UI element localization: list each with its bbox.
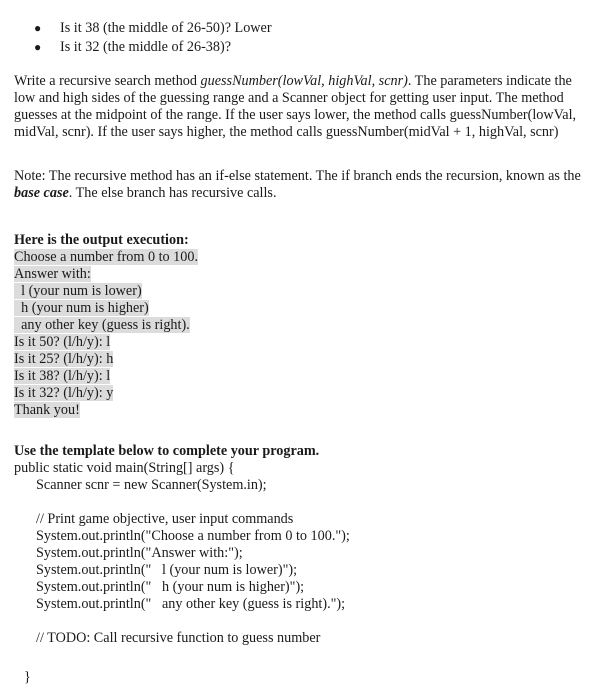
main-signature: public static void main(String[] args) {: [14, 460, 235, 476]
template-heading: Use the template below to complete your program.: [14, 443, 320, 459]
closing-brace: }: [24, 669, 31, 685]
output-line: Answer with:: [14, 266, 91, 282]
output-line: Choose a number from 0 to 100.: [14, 249, 199, 265]
output-line: any other key (guess is right).: [14, 317, 190, 333]
bullet-item: [0, 19, 603, 38]
output-line: Is it 32? (l/h/y): y: [14, 385, 114, 401]
description-part1: Write a recursive search method: [14, 73, 201, 89]
output-line: l (your num is lower): [14, 283, 142, 299]
note-paragraph: [14, 168, 594, 202]
description-part2: . The parameters indicate the low and high sides of the guessing range and a Scanner object for getting user input. The method guesses at the midpoint of the range. If the user says lower, the method calls guessNumber(lowVal, midVal, scnr). If the user says higher, the method calls guessNumber(midVal + 1, highVal, scnr): [14, 73, 577, 140]
todo-comment: // TODO: Call recursive function to guess number: [36, 630, 321, 646]
base-case-term: base case: [14, 185, 69, 201]
method-signature: guessNumber(lowVal, highVal, scnr): [200, 73, 408, 89]
template-section: [14, 443, 594, 647]
code-line: System.out.println(" any other key (guess is right).");: [36, 596, 346, 612]
output-line: Is it 50? (l/h/y): l: [14, 334, 111, 350]
scanner-line: Scanner scnr = new Scanner(System.in);: [36, 477, 267, 493]
bullet-list: [0, 19, 603, 57]
output-line: Thank you!: [14, 402, 80, 418]
bullet-item: [0, 38, 603, 57]
bullet-dot-icon: ●: [34, 40, 42, 54]
code-line: System.out.println("Answer with:");: [36, 545, 243, 561]
output-line: Is it 25? (l/h/y): h: [14, 351, 114, 367]
code-line: System.out.println(" h (your num is higher)");: [36, 579, 305, 595]
code-line: System.out.println(" l (your num is lower)");: [36, 562, 298, 578]
bullet-dot-icon: ●: [34, 21, 42, 35]
output-heading: Here is the output execution:: [14, 232, 189, 248]
bullet-text: Is it 32 (the middle of 26-38)?: [60, 39, 231, 55]
bullet-text: Is it 38 (the middle of 26-50)? Lower: [60, 20, 272, 36]
code-line: System.out.println("Choose a number from 0 to 100.");: [36, 528, 350, 544]
note-part2: . The else branch has recursive calls.: [68, 185, 277, 201]
output-line: h (your num is higher): [14, 300, 149, 316]
description-paragraph: [14, 73, 594, 141]
note-part1: Note: The recursive method has an if-else statement. The if branch ends the recursion, known as the: [14, 168, 581, 184]
output-line: Is it 38? (l/h/y): l: [14, 368, 111, 384]
comment-line: // Print game objective, user input commands: [36, 511, 294, 527]
output-section: [14, 232, 314, 419]
